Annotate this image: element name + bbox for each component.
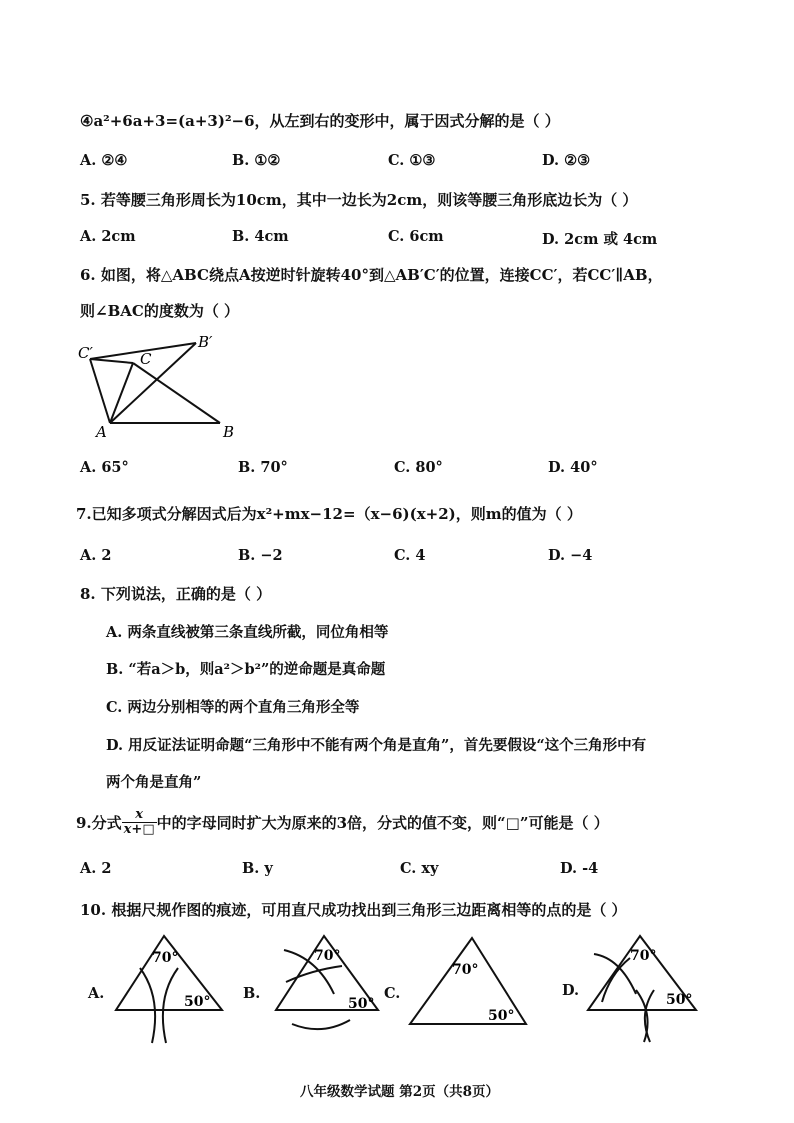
q8-stem: 8. 下列说法，正确的是（ ） (80, 585, 272, 603)
q9-option-d[interactable]: D. -4 (560, 860, 599, 877)
q9-option-b[interactable]: B. y (242, 860, 273, 877)
q10-option-a-label[interactable]: A. (88, 985, 105, 1002)
q9-stem (76, 808, 609, 837)
q5-option-b[interactable]: B. 4cm (232, 228, 289, 245)
q8-option-c[interactable]: C. 两边分别相等的两个直角三角形全等 (106, 699, 360, 716)
q10-figure-b[interactable] (262, 928, 392, 1048)
label-c-prime: C′ (78, 344, 93, 362)
q7-option-a[interactable]: A. 2 (80, 547, 112, 564)
q4-option-d[interactable]: D. ②③ (542, 152, 591, 169)
q10-c-angle-side: 50° (488, 1008, 515, 1024)
label-b: B (223, 423, 235, 441)
q10-option-c-label[interactable]: C. (384, 985, 401, 1002)
q10-b-angle-top: 70° (314, 948, 341, 964)
q6-option-c[interactable]: C. 80° (394, 459, 443, 476)
label-c: C (140, 350, 152, 368)
q7-stem: 7.已知多项式分解因式后为x²+mx−12=（x−6)(x+2)，则m的值为（ ） (76, 505, 582, 523)
q10-c-angle-top: 70° (452, 962, 479, 978)
q10-d-angle-top: 70° (630, 948, 657, 964)
q8-option-a[interactable]: A. 两条直线被第三条直线所截，同位角相等 (106, 624, 389, 641)
q8-option-d-continued: 两个角是直角” (106, 774, 202, 791)
q9-option-a[interactable]: A. 2 (80, 860, 112, 877)
q9-suffix: 中的字母同时扩大为原来的3倍，分式的值不变，则“□”可能是（ ） (156, 814, 609, 832)
q7-option-d[interactable]: D. −4 (548, 547, 593, 564)
q4-option-a[interactable]: A. ②④ (80, 152, 128, 169)
q4-stem: ④a²+6a+3=(a+3)²−6，从左到右的变形中，属于因式分解的是（ ） (80, 112, 560, 130)
q10-option-d-label[interactable]: D. (562, 982, 580, 999)
q9-fraction-numerator: x (122, 808, 157, 823)
q10-a-angle-side: 50° (184, 994, 211, 1010)
q6-option-a[interactable]: A. 65° (80, 459, 129, 476)
q4-option-b[interactable]: B. ①② (232, 152, 281, 169)
q10-option-b-label[interactable]: B. (243, 985, 261, 1002)
q10-d-angle-side: 50° (666, 992, 693, 1008)
q6-option-b[interactable]: B. 70° (238, 459, 288, 476)
page-footer: 八年级数学试题 第2页（共8页） (300, 1084, 499, 1100)
q7-option-c[interactable]: C. 4 (394, 547, 426, 564)
q10-figure-c[interactable] (404, 930, 544, 1040)
q5-stem: 5. 若等腰三角形周长为10cm，其中一边长为2cm，则该等腰三角形底边长为（ ） (80, 191, 638, 209)
q10-stem: 10. 根据尺规作图的痕迹，可用直尺成功找出到三角形三边距离相等的点的是（ ） (80, 901, 627, 919)
q6-stem-line2: 则∠BAC的度数为（ ） (80, 302, 240, 320)
q10-figure-a[interactable] (100, 928, 230, 1048)
q6-option-d[interactable]: D. 40° (548, 459, 598, 476)
q9-fraction (122, 808, 157, 837)
q6-rotation-figure (70, 330, 250, 445)
q10-b-angle-side: 50° (348, 996, 375, 1012)
q9-fraction-denominator: x+□ (123, 822, 155, 837)
q5-option-d[interactable]: D. 2cm 或 4cm (542, 231, 658, 248)
q9-option-c[interactable]: C. xy (400, 860, 439, 877)
q10-figure-d[interactable] (580, 928, 704, 1048)
label-b-prime: B′ (198, 333, 213, 351)
q5-option-c[interactable]: C. 6cm (388, 228, 444, 245)
label-a: A (96, 423, 107, 441)
q6-stem-line1: 6. 如图，将△ABC绕点A按逆时针旋转40°到△AB′C′的位置，连接CC′，若CC′∥AB， (80, 266, 663, 284)
q8-option-d[interactable]: D. 用反证法证明命题“三角形中不能有两个角是直角”，首先要假设“这个三角形中有 (106, 737, 647, 754)
q9-prefix: 9.分式 (76, 814, 122, 832)
q5-option-a[interactable]: A. 2cm (80, 228, 136, 245)
q10-a-angle-top: 70° (152, 950, 179, 966)
q7-option-b[interactable]: B. −2 (238, 547, 283, 564)
q8-option-b[interactable]: B. “若a＞b，则a²＞b²”的逆命题是真命题 (106, 661, 386, 678)
q4-option-c[interactable]: C. ①③ (388, 152, 436, 169)
